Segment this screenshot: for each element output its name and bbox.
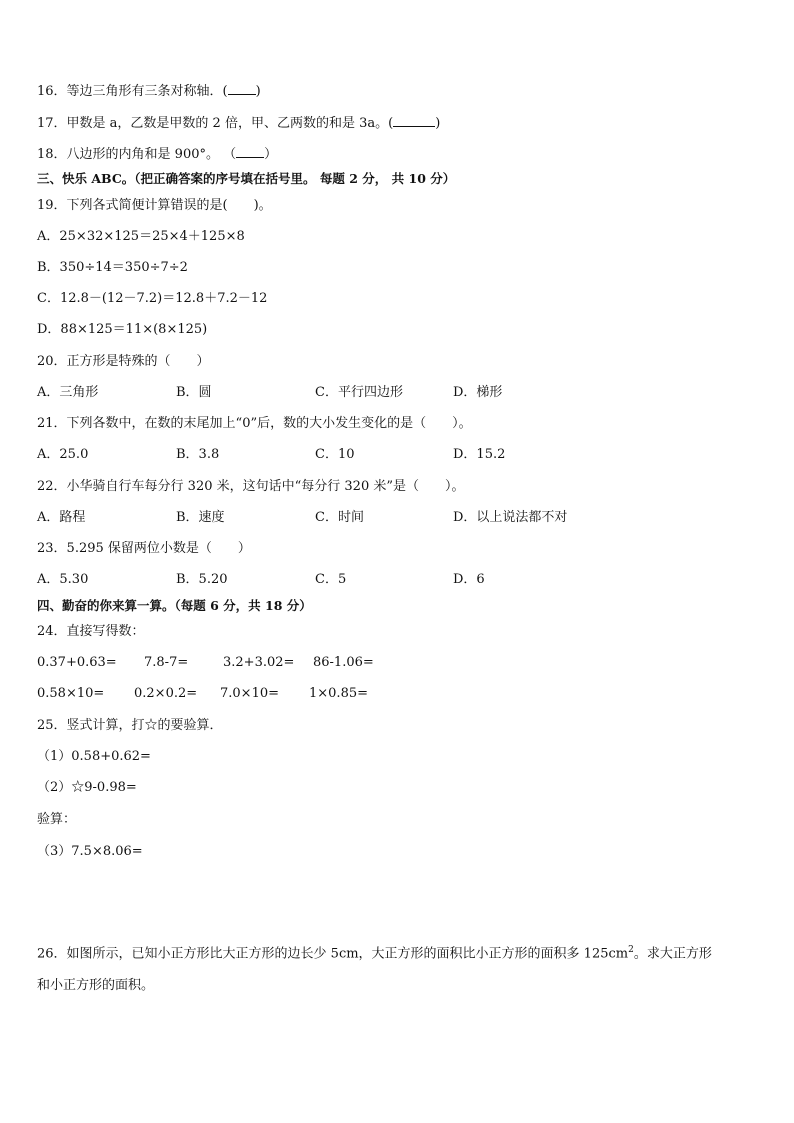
question-20-option-c[interactable]: C．平行四边形 — [315, 385, 403, 400]
answer-blank[interactable] — [228, 82, 256, 95]
question-21-option-a[interactable]: A．25.0 — [37, 447, 89, 462]
question-23-option-b[interactable]: B．5.20 — [176, 572, 228, 587]
question-25-check-label: 验算： — [37, 812, 77, 827]
question-20-option-a[interactable]: A．三角形 — [37, 385, 99, 400]
calc-item: 0.2×0.2= — [134, 686, 198, 701]
calc-item: 0.58×10= — [37, 686, 105, 701]
section-3-heading: 三、快乐 ABC。（把正确答案的序号填在括号里。 每题 2 分， 共 10 分） — [37, 171, 456, 186]
question-25-item-1: （1）0.58+0.62= — [37, 749, 151, 764]
question-17 — [37, 114, 440, 133]
question-19-option-d[interactable]: D．88×125＝11×(8×125) — [37, 322, 208, 337]
question-16-close: ) — [255, 84, 261, 99]
question-18 — [37, 145, 277, 164]
calc-item: 3.2+3.02= — [223, 655, 295, 670]
question-19-option-c[interactable]: C．12.8－(12－7.2)＝12.8＋7.2－12 — [37, 291, 268, 306]
question-26-line-2: 和小正方形的面积。 — [37, 978, 155, 993]
question-19-option-b[interactable]: B．350÷14＝350÷7÷2 — [37, 260, 188, 275]
question-18-text: 18．八边形的内角和是 900°。 （ — [37, 147, 237, 162]
question-26-line-1 — [37, 941, 712, 963]
question-23-option-d[interactable]: D．6 — [453, 572, 485, 587]
calc-item: 1×0.85= — [309, 686, 369, 701]
question-18-close: ） — [264, 147, 278, 162]
question-25-item-2: （2）☆9-0.98= — [37, 780, 137, 795]
question-17-close: ) — [435, 116, 441, 131]
question-26-text-b: 。求大正方形 — [633, 946, 712, 962]
question-22-option-a[interactable]: A．路程 — [37, 510, 86, 525]
calc-item: 86-1.06= — [313, 655, 374, 670]
question-20-option-d[interactable]: D．梯形 — [453, 385, 503, 400]
question-22-option-c[interactable]: C．时间 — [315, 510, 364, 525]
calc-item: 7.8-7= — [144, 655, 189, 670]
question-21-option-b[interactable]: B．3.8 — [176, 447, 220, 462]
question-25-stem: 25．竖式计算，打☆的要验算． — [37, 718, 223, 733]
question-21-option-c[interactable]: C．10 — [315, 447, 355, 462]
question-24-stem: 24．直接写得数： — [37, 624, 145, 639]
question-16-text: 16．等边三角形有三条对称轴．( — [37, 84, 228, 99]
question-20-option-b[interactable]: B．圆 — [176, 385, 212, 400]
question-23-stem: 23．5.295 保留两位小数是（ ） — [37, 541, 251, 556]
question-26-text-a: 26．如图所示，已知小正方形比大正方形的边长少 5cm，大正方形的面积比小正方形的面积多 125cm — [37, 946, 629, 962]
question-16 — [37, 82, 261, 101]
answer-blank[interactable] — [393, 114, 435, 127]
calc-item: 0.37+0.63= — [37, 655, 117, 670]
question-17-text: 17．甲数是 a，乙数是甲数的 2 倍，甲、乙两数的和是 3a。( — [37, 116, 394, 131]
question-19-stem: 19．下列各式简便计算错误的是( )。 — [37, 198, 272, 213]
question-20-stem: 20．正方形是特殊的（ ） — [37, 354, 210, 369]
question-23-option-c[interactable]: C．5 — [315, 572, 347, 587]
section-4-heading: 四、勤奋的你来算一算。（每题 6 分，共 18 分） — [37, 598, 312, 613]
answer-blank[interactable] — [236, 145, 264, 158]
question-23-option-a[interactable]: A．5.30 — [37, 572, 89, 587]
question-22-stem: 22．小华骑自行车每分行 320 米，这句话中“每分行 320 米”是（ ）。 — [37, 479, 465, 494]
question-21-stem: 21．下列各数中，在数的末尾加上“0”后，数的大小发生变化的是（ ）。 — [37, 416, 472, 431]
calc-item: 7.0×10= — [220, 686, 280, 701]
question-22-option-d[interactable]: D．以上说法都不对 — [453, 510, 568, 525]
question-19-option-a[interactable]: A．25×32×125＝25×4＋125×8 — [37, 229, 245, 244]
question-21-option-d[interactable]: D．15.2 — [453, 447, 506, 462]
superscript-exponent: 2 — [628, 945, 634, 955]
question-25-item-3: （3）7.5×8.06= — [37, 844, 143, 859]
question-22-option-b[interactable]: B．速度 — [176, 510, 225, 525]
